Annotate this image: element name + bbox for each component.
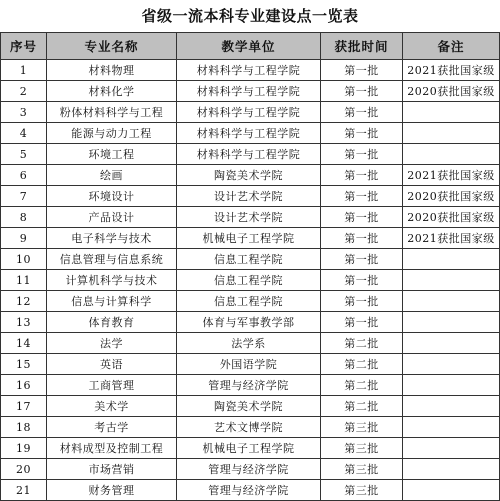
cell-unit: 机械电子工程学院: [177, 228, 321, 249]
cell-major: 考古学: [47, 417, 177, 438]
cell-index: 11: [1, 270, 47, 291]
cell-note: [403, 354, 500, 375]
cell-time: 第一批: [321, 186, 403, 207]
cell-major: 环境工程: [47, 144, 177, 165]
cell-time: 第一批: [321, 81, 403, 102]
table-row: [1, 123, 500, 144]
cell-unit: 材料科学与工程学院: [177, 102, 321, 123]
cell-index: 12: [1, 291, 47, 312]
cell-unit: 体育与军事教学部: [177, 312, 321, 333]
cell-unit: 设计艺术学院: [177, 186, 321, 207]
cell-note: [403, 291, 500, 312]
cell-note: 2020获批国家级: [403, 81, 500, 102]
cell-note: [403, 438, 500, 459]
cell-note: [403, 375, 500, 396]
header-index: 序号: [1, 33, 47, 60]
cell-time: 第一批: [321, 165, 403, 186]
cell-note: 2020获批国家级: [403, 207, 500, 228]
cell-index: 18: [1, 417, 47, 438]
table-row: [1, 354, 500, 375]
cell-unit: 设计艺术学院: [177, 207, 321, 228]
cell-unit: 材料科学与工程学院: [177, 123, 321, 144]
cell-major: 材料化学: [47, 81, 177, 102]
cell-note: [403, 480, 500, 501]
cell-note: [403, 249, 500, 270]
cell-index: 8: [1, 207, 47, 228]
table-row: [1, 480, 500, 501]
cell-unit: 信息工程学院: [177, 270, 321, 291]
cell-major: 材料成型及控制工程: [47, 438, 177, 459]
cell-index: 7: [1, 186, 47, 207]
cell-index: 15: [1, 354, 47, 375]
page-title: 省级一流本科专业建设点一览表: [141, 7, 359, 25]
cell-major: 工商管理: [47, 375, 177, 396]
table-row: [1, 249, 500, 270]
cell-unit: 管理与经济学院: [177, 459, 321, 480]
cell-time: 第一批: [321, 249, 403, 270]
cell-time: 第一批: [321, 312, 403, 333]
cell-unit: 外国语学院: [177, 354, 321, 375]
cell-major: 信息与计算科学: [47, 291, 177, 312]
cell-major: 体育教育: [47, 312, 177, 333]
table-row: [1, 417, 500, 438]
cell-major: 材料物理: [47, 60, 177, 81]
cell-index: 5: [1, 144, 47, 165]
table-row: [1, 333, 500, 354]
cell-index: 1: [1, 60, 47, 81]
cell-time: 第三批: [321, 480, 403, 501]
cell-index: 3: [1, 102, 47, 123]
cell-index: 9: [1, 228, 47, 249]
cell-time: 第一批: [321, 228, 403, 249]
cell-time: 第一批: [321, 144, 403, 165]
cell-time: 第一批: [321, 207, 403, 228]
cell-index: 16: [1, 375, 47, 396]
cell-note: [403, 270, 500, 291]
cell-note: [403, 333, 500, 354]
cell-unit: 信息工程学院: [177, 249, 321, 270]
cell-unit: 陶瓷美术学院: [177, 165, 321, 186]
cell-index: 6: [1, 165, 47, 186]
table-row: [1, 60, 500, 81]
table-row: [1, 165, 500, 186]
cell-note: 2021获批国家级: [403, 60, 500, 81]
cell-time: 第一批: [321, 270, 403, 291]
cell-time: 第三批: [321, 438, 403, 459]
table-row: [1, 438, 500, 459]
cell-unit: 管理与经济学院: [177, 480, 321, 501]
cell-index: 13: [1, 312, 47, 333]
table-row: [1, 312, 500, 333]
cell-index: 17: [1, 396, 47, 417]
cell-time: 第二批: [321, 375, 403, 396]
table-row: [1, 375, 500, 396]
cell-index: 19: [1, 438, 47, 459]
cell-unit: 机械电子工程学院: [177, 438, 321, 459]
cell-time: 第二批: [321, 333, 403, 354]
table-row: [1, 459, 500, 480]
cell-index: 2: [1, 81, 47, 102]
cell-major: 信息管理与信息系统: [47, 249, 177, 270]
table-header-row: [1, 33, 500, 60]
table-row: [1, 228, 500, 249]
cell-time: 第一批: [321, 102, 403, 123]
cell-time: 第二批: [321, 396, 403, 417]
table-row: [1, 396, 500, 417]
cell-note: 2020获批国家级: [403, 186, 500, 207]
cell-major: 产品设计: [47, 207, 177, 228]
table-row: [1, 207, 500, 228]
header-unit: 教学单位: [177, 33, 321, 60]
table-row: [1, 102, 500, 123]
cell-note: [403, 123, 500, 144]
cell-time: 第一批: [321, 291, 403, 312]
cell-note: [403, 102, 500, 123]
cell-major: 英语: [47, 354, 177, 375]
cell-time: 第一批: [321, 123, 403, 144]
cell-note: [403, 396, 500, 417]
cell-major: 电子科学与技术: [47, 228, 177, 249]
cell-note: [403, 417, 500, 438]
table-row: [1, 291, 500, 312]
cell-unit: 材料科学与工程学院: [177, 60, 321, 81]
table-body: [1, 60, 500, 501]
cell-major: 财务管理: [47, 480, 177, 501]
cell-unit: 陶瓷美术学院: [177, 396, 321, 417]
cell-major: 市场营销: [47, 459, 177, 480]
table-row: [1, 81, 500, 102]
header-time: 获批时间: [321, 33, 403, 60]
major-table: [0, 32, 500, 501]
cell-major: 能源与动力工程: [47, 123, 177, 144]
header-note: 备注: [403, 33, 500, 60]
cell-unit: 信息工程学院: [177, 291, 321, 312]
cell-time: 第二批: [321, 354, 403, 375]
cell-unit: 材料科学与工程学院: [177, 81, 321, 102]
cell-index: 20: [1, 459, 47, 480]
cell-unit: 艺术文博学院: [177, 417, 321, 438]
table-row: [1, 186, 500, 207]
cell-index: 10: [1, 249, 47, 270]
cell-unit: 管理与经济学院: [177, 375, 321, 396]
cell-note: 2021获批国家级: [403, 228, 500, 249]
header-major: 专业名称: [47, 33, 177, 60]
cell-major: 粉体材料科学与工程: [47, 102, 177, 123]
cell-major: 环境设计: [47, 186, 177, 207]
table-row: [1, 270, 500, 291]
cell-major: 绘画: [47, 165, 177, 186]
cell-major: 法学: [47, 333, 177, 354]
cell-major: 计算机科学与技术: [47, 270, 177, 291]
table-row: [1, 144, 500, 165]
cell-time: 第三批: [321, 417, 403, 438]
cell-index: 4: [1, 123, 47, 144]
cell-time: 第三批: [321, 459, 403, 480]
cell-index: 21: [1, 480, 47, 501]
cell-time: 第一批: [321, 60, 403, 81]
cell-note: [403, 144, 500, 165]
cell-note: 2021获批国家级: [403, 165, 500, 186]
cell-unit: 材料科学与工程学院: [177, 144, 321, 165]
cell-unit: 法学系: [177, 333, 321, 354]
cell-major: 美术学: [47, 396, 177, 417]
cell-note: [403, 459, 500, 480]
cell-note: [403, 312, 500, 333]
cell-index: 14: [1, 333, 47, 354]
